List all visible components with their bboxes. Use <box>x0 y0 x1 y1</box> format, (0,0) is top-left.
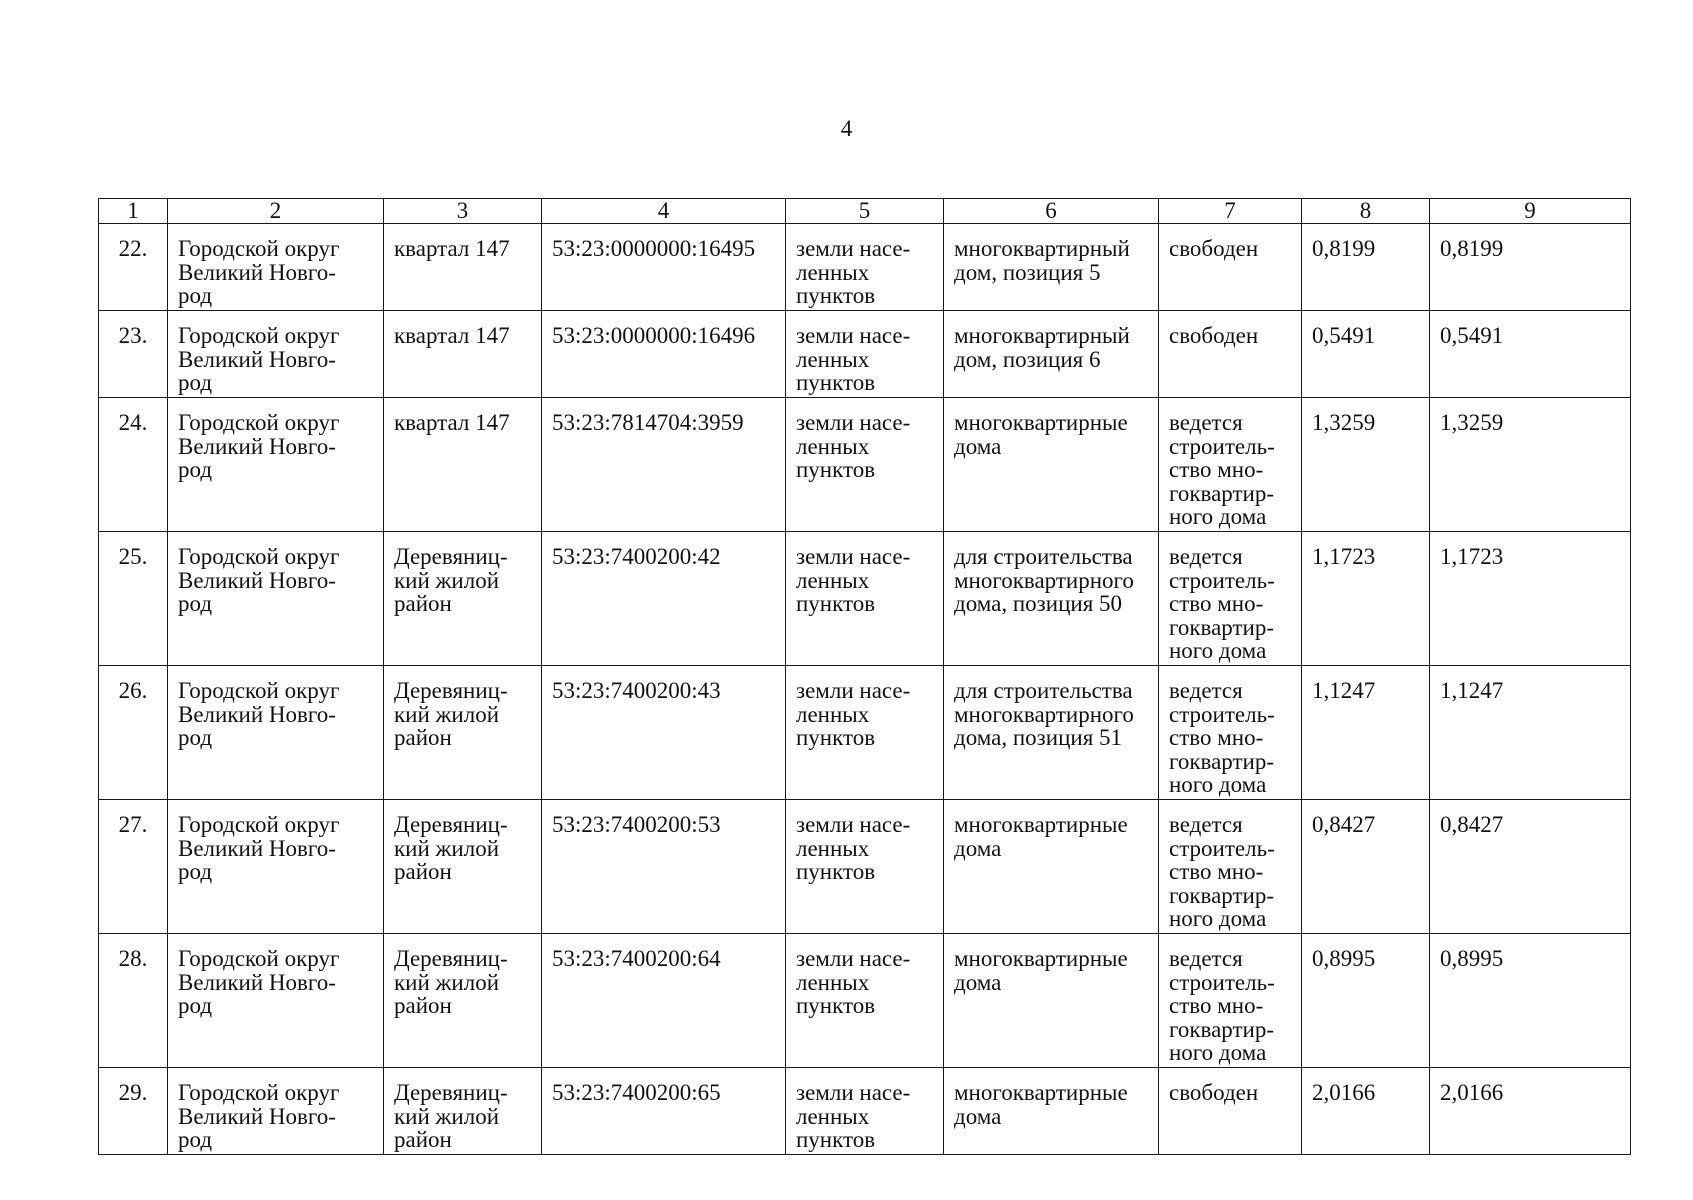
table-row <box>99 1068 1631 1155</box>
land-category-cell: земли насе- ленных пунктов <box>786 311 944 398</box>
row-number: 29. <box>99 1068 168 1155</box>
row-number: 27. <box>99 800 168 934</box>
land-category-cell: земли насе- ленных пунктов <box>786 398 944 532</box>
area-cell: 0,8427 <box>1430 800 1631 934</box>
status-cell: ведется строитель- ство мно- гоквартир- ного дома <box>1159 532 1302 666</box>
cadastral-number-cell: 53:23:7400200:65 <box>542 1068 786 1155</box>
row-number: 22. <box>99 224 168 311</box>
cadastral-number-cell: 53:23:7400200:64 <box>542 934 786 1068</box>
page-number: 4 <box>840 116 853 141</box>
land-category-cell: земли насе- ленных пунктов <box>786 666 944 800</box>
municipality-cell: Городской округ Великий Новго- род <box>168 398 384 532</box>
row-number: 25. <box>99 532 168 666</box>
land-category-cell: земли насе- ленных пунктов <box>786 532 944 666</box>
area-cell: 1,1723 <box>1430 532 1631 666</box>
table-row <box>99 311 1631 398</box>
location-cell: квартал 147 <box>384 224 542 311</box>
land-plots-table <box>98 198 1631 1155</box>
status-cell: свободен <box>1159 224 1302 311</box>
status-cell: ведется строитель- ство мно- гоквартир- ного дома <box>1159 800 1302 934</box>
status-cell: ведется строитель- ство мно- гоквартир- ного дома <box>1159 666 1302 800</box>
permitted-use-cell: многоквартирный дом, позиция 6 <box>944 311 1159 398</box>
permitted-use-cell: для строительства многоквартирного дома, позиция 50 <box>944 532 1159 666</box>
table-row <box>99 800 1631 934</box>
permitted-use-cell: многоквартирный дом, позиция 5 <box>944 224 1159 311</box>
table-row <box>99 934 1631 1068</box>
row-number: 28. <box>99 934 168 1068</box>
land-category-cell: земли насе- ленных пунктов <box>786 800 944 934</box>
status-cell: свободен <box>1159 311 1302 398</box>
permitted-use-cell: многоквартирные дома <box>944 934 1159 1068</box>
status-cell: ведется строитель- ство мно- гоквартир- ного дома <box>1159 398 1302 532</box>
area-cell: 0,8427 <box>1302 800 1430 934</box>
status-cell: ведется строитель- ство мно- гоквартир- ного дома <box>1159 934 1302 1068</box>
table-row <box>99 398 1631 532</box>
status-cell: свободен <box>1159 1068 1302 1155</box>
permitted-use-cell: для строительства многоквартирного дома, позиция 51 <box>944 666 1159 800</box>
cadastral-number-cell: 53:23:0000000:16495 <box>542 224 786 311</box>
table-row <box>99 224 1631 311</box>
area-cell: 0,8995 <box>1302 934 1430 1068</box>
location-cell: Деревяниц- кий жилой район <box>384 666 542 800</box>
area-cell: 1,1723 <box>1302 532 1430 666</box>
area-cell: 1,3259 <box>1430 398 1631 532</box>
column-header: 6 <box>944 199 1159 224</box>
column-header: 1 <box>99 199 168 224</box>
municipality-cell: Городской округ Великий Новго- род <box>168 532 384 666</box>
column-header: 4 <box>542 199 786 224</box>
municipality-cell: Городской округ Великий Новго- род <box>168 666 384 800</box>
area-cell: 1,1247 <box>1302 666 1430 800</box>
row-number: 26. <box>99 666 168 800</box>
column-header: 8 <box>1302 199 1430 224</box>
table-header-row <box>99 199 1631 224</box>
column-header: 3 <box>384 199 542 224</box>
permitted-use-cell: многоквартирные дома <box>944 398 1159 532</box>
area-cell: 2,0166 <box>1302 1068 1430 1155</box>
cadastral-number-cell: 53:23:7400200:53 <box>542 800 786 934</box>
location-cell: квартал 147 <box>384 398 542 532</box>
column-header: 5 <box>786 199 944 224</box>
municipality-cell: Городской округ Великий Новго- род <box>168 800 384 934</box>
cadastral-number-cell: 53:23:7400200:43 <box>542 666 786 800</box>
cadastral-number-cell: 53:23:7400200:42 <box>542 532 786 666</box>
table-row <box>99 532 1631 666</box>
land-category-cell: земли насе- ленных пунктов <box>786 934 944 1068</box>
area-cell: 1,1247 <box>1430 666 1631 800</box>
municipality-cell: Городской округ Великий Новго- род <box>168 224 384 311</box>
row-number: 24. <box>99 398 168 532</box>
municipality-cell: Городской округ Великий Новго- род <box>168 934 384 1068</box>
column-header: 2 <box>168 199 384 224</box>
cadastral-number-cell: 53:23:0000000:16496 <box>542 311 786 398</box>
area-cell: 0,8199 <box>1302 224 1430 311</box>
location-cell: Деревяниц- кий жилой район <box>384 934 542 1068</box>
cadastral-number-cell: 53:23:7814704:3959 <box>542 398 786 532</box>
municipality-cell: Городской округ Великий Новго- род <box>168 1068 384 1155</box>
table-row <box>99 666 1631 800</box>
area-cell: 2,0166 <box>1430 1068 1631 1155</box>
location-cell: Деревяниц- кий жилой район <box>384 800 542 934</box>
area-cell: 0,5491 <box>1302 311 1430 398</box>
area-cell: 1,3259 <box>1302 398 1430 532</box>
row-number: 23. <box>99 311 168 398</box>
area-cell: 0,8995 <box>1430 934 1631 1068</box>
land-category-cell: земли насе- ленных пунктов <box>786 1068 944 1155</box>
municipality-cell: Городской округ Великий Новго- род <box>168 311 384 398</box>
location-cell: квартал 147 <box>384 311 542 398</box>
location-cell: Деревяниц- кий жилой район <box>384 1068 542 1155</box>
column-header: 7 <box>1159 199 1302 224</box>
location-cell: Деревяниц- кий жилой район <box>384 532 542 666</box>
column-header: 9 <box>1430 199 1631 224</box>
permitted-use-cell: многоквартирные дома <box>944 800 1159 934</box>
area-cell: 0,5491 <box>1430 311 1631 398</box>
permitted-use-cell: многоквартирные дома <box>944 1068 1159 1155</box>
area-cell: 0,8199 <box>1430 224 1631 311</box>
land-category-cell: земли насе- ленных пунктов <box>786 224 944 311</box>
